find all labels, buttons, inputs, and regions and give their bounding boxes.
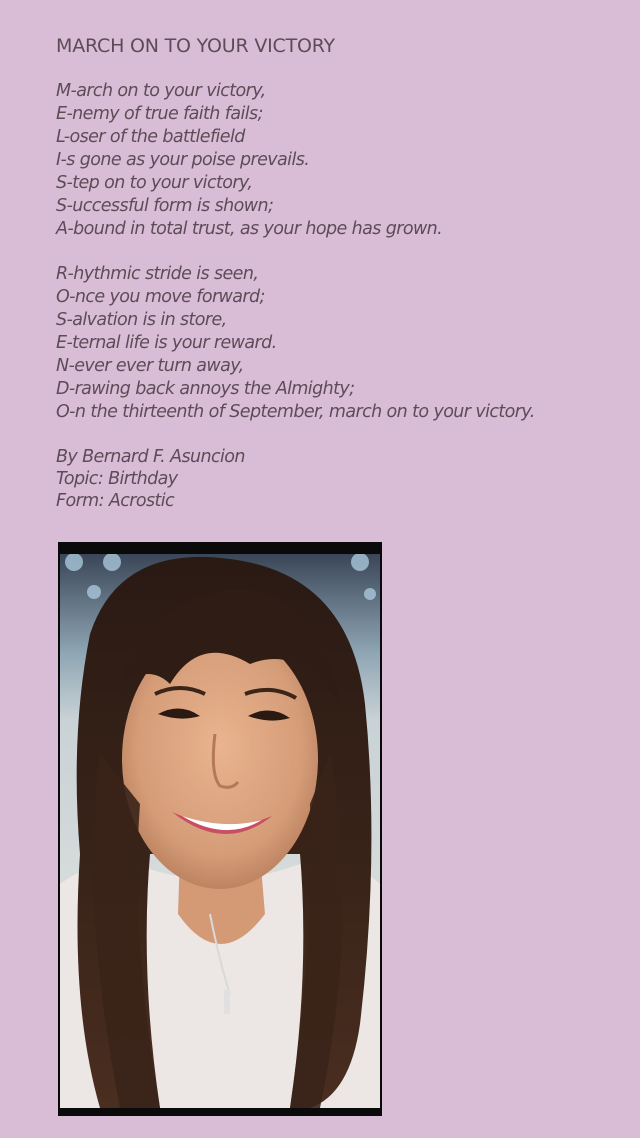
- poem-line: N-ever ever turn away,: [56, 356, 244, 376]
- form-label: Form: Acrostic: [56, 491, 175, 511]
- poem-line: I-s gone as your poise prevails.: [56, 150, 310, 170]
- poem-line: R-hythmic stride is seen,: [56, 264, 259, 284]
- poem-line: O-nce you move forward;: [56, 287, 265, 307]
- poem-line: S-alvation is in store,: [56, 310, 227, 330]
- poem-title: MARCH ON TO YOUR VICTORY: [56, 35, 335, 57]
- poem-line: E-nemy of true faith fails;: [56, 104, 263, 124]
- poem-line: E-ternal life is your reward.: [56, 333, 277, 353]
- poem-line: L-oser of the battlefield: [56, 127, 245, 147]
- poem-line: A-bound in total trust, as your hope has grown.: [56, 219, 443, 239]
- stanza-1: [56, 80, 626, 241]
- poem: [56, 34, 626, 512]
- portrait-photo-image: [60, 554, 380, 1108]
- poem-meta: [56, 446, 626, 512]
- poem-line: S-tep on to your victory,: [56, 173, 253, 193]
- poem-line: S-uccessful form is shown;: [56, 196, 274, 216]
- poem-line: M-arch on to your victory,: [56, 81, 266, 101]
- poem-line: D-rawing back annoys the Almighty;: [56, 379, 355, 399]
- portrait-photo: [58, 542, 382, 1116]
- stanza-2: [56, 263, 626, 424]
- topic-label: Topic: Birthday: [56, 469, 178, 489]
- author-credit: By Bernard F. Asuncion: [56, 447, 245, 467]
- poem-line: O-n the thirteenth of September, march on to your victory.: [56, 402, 535, 422]
